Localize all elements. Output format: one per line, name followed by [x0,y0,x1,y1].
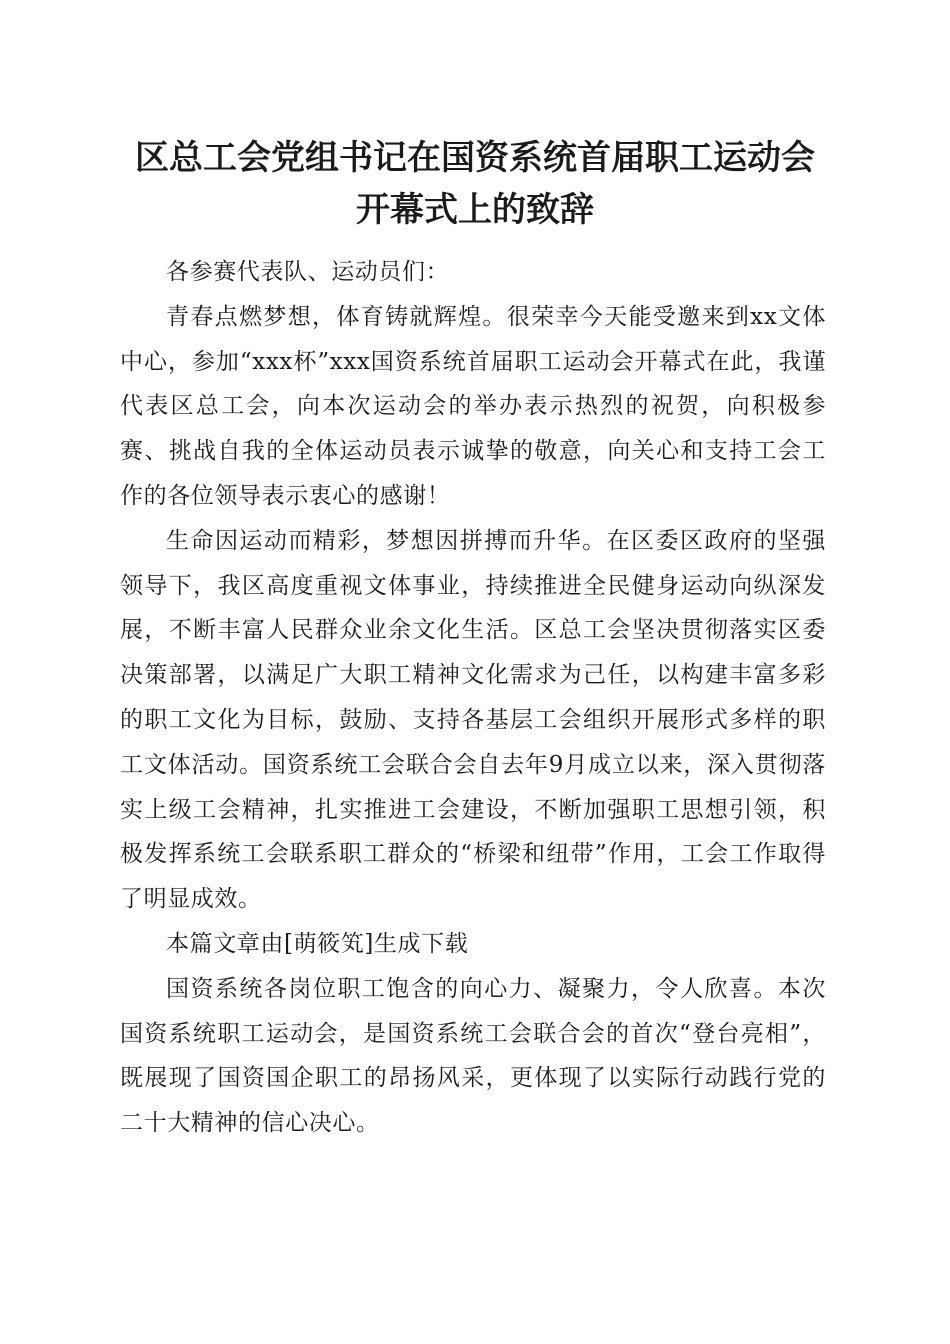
title-line-1: 区总工会党组书记在国资系统首届职工运动会 [135,138,815,178]
salutation-paragraph: 各参赛代表队、运动员们： [166,259,450,285]
source-note-paragraph: 本篇文章由[萌筱笂]生成下载 [166,930,469,957]
body-paragraph-3: 国资系统各岗位职工饱含的向心力、凝聚力，令人欣喜。本次国资系统职工运动会，是国资系统工会联合会的首次“登台亮相”，既展现了国资国企职工的昂扬风采，更体现了以实际行动践行党的二十大精神的信心决心。 [120,975,826,1137]
body-paragraph-2: 生命因运动而精彩，梦想因拼搏而升华。在区委区政府的坚强领导下，我区高度重视文体事业，持续推进全民健身运动向纵深发展，不断丰富人民群众业余文化生活。区总工会坚决贯彻落实区委决策部署，以满足广大职工精神文化需求为己任，以构建丰富多彩的职工文化为目标，鼓励、支持各基层工会组织开展形式多样的职工文体活动。国资系统工会联合会自去年9月成立以来，深入贯彻落实上级工会精神，扎实推进工会建设，不断加强职工思想引领，积极发挥系统工会联系职工群众的“桥梁和纽带”作用，工会工作取得了明显成效。 [120,527,826,913]
document-body [120,250,826,1146]
body-paragraph-1: 青春点燃梦想，体育铸就辉煌。很荣幸今天能受邀来到xx文体中心，参加“xxx杯”xxx国资系统首届职工运动会开幕式在此，我谨代表区总工会，向本次运动会的举办表示热烈的祝贺，向积极参赛、挑战自我的全体运动员表示诚挚的敬意，向关心和支持工会工作的各位领导表示衷心的感谢！ [120,303,826,509]
document-title [100,132,850,236]
title-line-2: 开幕式上的致辞 [356,190,594,230]
